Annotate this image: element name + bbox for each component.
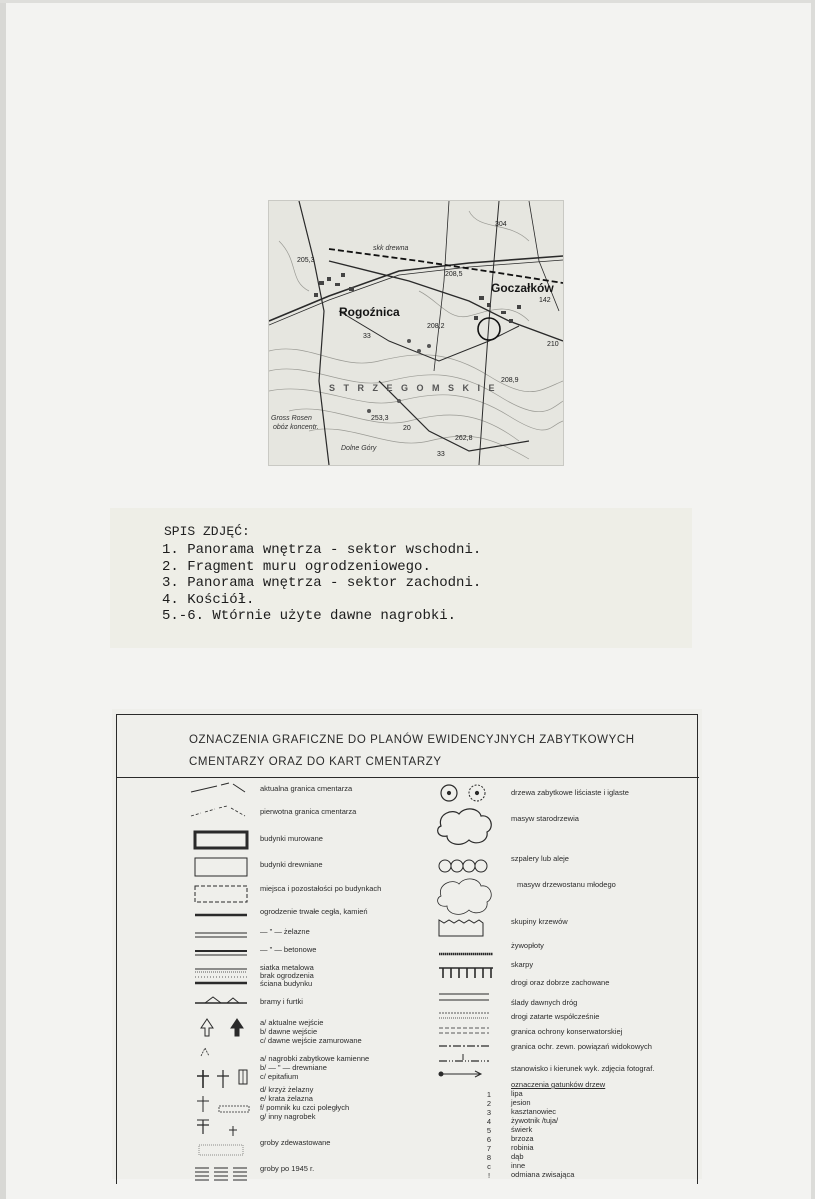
legend-title-line2: CMENTARZY ORAZ DO KART CMENTARZY xyxy=(189,756,442,768)
tree-species-index: 7 xyxy=(486,1144,492,1153)
legend-label: f/ pomnik ku czci poległych xyxy=(260,1103,350,1112)
tree-species-index: 2 xyxy=(486,1099,492,1108)
map-label-camp: obóz koncentr. xyxy=(273,424,319,431)
photo-list-title: SPIS ZDJĘĆ: xyxy=(164,524,250,539)
legend-label: granica ochrony konserwatorskiej xyxy=(511,1027,623,1036)
tree-species-name: świerk xyxy=(511,1125,533,1134)
legend-label: ściana budynku xyxy=(260,979,313,988)
list-item: 2. Fragment muru ogrodzeniowego. xyxy=(162,558,431,575)
tree-species-heading: oznaczenia gatunków drzew xyxy=(511,1080,606,1089)
legend-label: siatka metalowa xyxy=(260,963,314,972)
legend-label: drogi zatarte współcześnie xyxy=(511,1012,600,1021)
map-height: 208,2 xyxy=(427,323,445,330)
legend-label: a/ nagrobki zabytkowe kamienne xyxy=(260,1054,370,1063)
photo-list-card xyxy=(110,508,692,648)
tree-species-index: 3 xyxy=(486,1108,492,1117)
map-height: 33 xyxy=(363,333,371,340)
map-height: 304 xyxy=(495,221,507,228)
list-item: 5.-6. Wtórnie użyte dawne nagrobki. xyxy=(162,608,457,624)
topographic-map xyxy=(268,200,564,466)
legend-label: d/ krzyż żelazny xyxy=(260,1085,314,1094)
page-edge-left xyxy=(0,0,6,1199)
tree-species-name: żywotnik /tuja/ xyxy=(511,1116,559,1125)
legend-label: drogi oraz dobrze zachowane xyxy=(511,978,610,987)
tree-species-name: robinia xyxy=(511,1143,534,1152)
map-label-goczalkow: Goczałków xyxy=(491,281,554,295)
tree-species-name: inne xyxy=(511,1161,526,1170)
legend-label: brak ogrodzenia xyxy=(260,971,314,980)
map-height: 208,9 xyxy=(501,377,519,384)
map-height: 33 xyxy=(437,451,445,458)
legend-label: skupiny krzewów xyxy=(511,917,568,926)
map-label-sawmill: skk drewna xyxy=(373,245,409,252)
tree-species-index: 4 xyxy=(486,1117,492,1126)
tree-species-index: 1 xyxy=(486,1090,492,1099)
legend-label: budynki murowane xyxy=(260,834,323,843)
legend-label: stanowisko i kierunek wyk. zdjęcia fotograf. xyxy=(511,1064,655,1073)
map-height: 210 xyxy=(547,341,559,348)
map-height: 262,8 xyxy=(455,435,473,442)
map-label-region: S T R Z E G O M S K I E xyxy=(329,383,498,393)
tree-species-index: 6 xyxy=(486,1135,492,1144)
page-edge-top xyxy=(0,0,815,3)
tree-species-index: 8 xyxy=(486,1153,492,1162)
page-edge-right xyxy=(811,0,815,1199)
legend-label: bramy i furtki xyxy=(260,997,303,1006)
legend-label: szpalery lub aleje xyxy=(511,854,569,863)
map-label-rogoznica: Rogoźnica xyxy=(339,305,400,319)
legend-label: miejsca i pozostałości po budynkach xyxy=(260,884,382,893)
tree-species-name: jesion xyxy=(511,1098,531,1107)
legend-label: a/ aktualne wejście xyxy=(260,1018,324,1027)
legend-title xyxy=(189,729,669,773)
legend-header xyxy=(117,715,699,778)
legend-label: groby zdewastowane xyxy=(260,1138,331,1147)
legend-label: ślady dawnych dróg xyxy=(511,998,578,1007)
tree-species-name: odmiana zwisająca xyxy=(511,1170,575,1179)
legend-label: g/ inny nagrobek xyxy=(260,1112,316,1121)
legend-label: b/ — " — drewniane xyxy=(260,1063,327,1072)
legend-title-line1: OZNACZENIA GRAFICZNE DO PLANÓW EWIDENCYJNYCH ZABYTKOWYCH xyxy=(189,734,635,746)
photo-list xyxy=(162,542,481,625)
map-label-gross-rosen: Gross Rosen xyxy=(271,415,312,422)
legend-label: drzewa zabytkowe liściaste i iglaste xyxy=(511,788,629,797)
legend-label: b/ dawne wejście xyxy=(260,1027,318,1036)
legend-label: granica ochr. zewn. powiązań widokowych xyxy=(511,1042,652,1051)
legend-label: groby po 1945 r. xyxy=(260,1164,315,1173)
tree-species-index: ! xyxy=(487,1171,491,1180)
list-item: 3. Panorama wnętrza - sektor zachodni. xyxy=(162,575,482,591)
tree-species-index: c xyxy=(487,1162,491,1171)
map-height: 208,5 xyxy=(445,271,463,278)
map-height: 20 xyxy=(403,425,411,432)
legend-label: skarpy xyxy=(511,960,534,969)
map-label-dolne-gory: Dolne Góry xyxy=(341,445,377,452)
legend-label: e/ krata żelazna xyxy=(260,1094,313,1103)
tree-species-name: brzoza xyxy=(511,1134,534,1143)
legend-label: c/ epitafium xyxy=(260,1072,299,1081)
legend-card xyxy=(112,709,702,1179)
list-item: 4. Kościół. xyxy=(162,591,255,608)
map-height: 142 xyxy=(539,297,551,304)
legend-label: pierwotna granica cmentarza xyxy=(260,807,357,816)
map-height: 253,3 xyxy=(371,415,389,422)
legend-label: masyw starodrzewia xyxy=(511,814,579,823)
legend-label: budynki drewniane xyxy=(260,860,323,869)
legend-label: — " — żelazne xyxy=(260,927,310,936)
tree-species-name: lipa xyxy=(511,1089,523,1098)
tree-species-index: 5 xyxy=(486,1126,492,1135)
legend-label: aktualna granica cmentarza xyxy=(260,784,353,793)
legend-label: ogrodzenie trwałe cegła, kamień xyxy=(260,907,368,916)
tree-species-name: kasztanowiec xyxy=(511,1107,557,1116)
legend-frame xyxy=(116,714,698,1184)
legend-label: — " — betonowe xyxy=(260,945,317,954)
map-height: 205,3 xyxy=(297,257,315,264)
list-item: 1. Panorama wnętrza - sektor wschodni. xyxy=(162,542,482,558)
legend-label: c/ dawne wejście zamurowane xyxy=(260,1036,362,1045)
legend-label: masyw drzewostanu młodego xyxy=(517,880,616,889)
legend-label: żywopłoty xyxy=(511,941,544,950)
tree-species-name: dąb xyxy=(511,1152,524,1161)
